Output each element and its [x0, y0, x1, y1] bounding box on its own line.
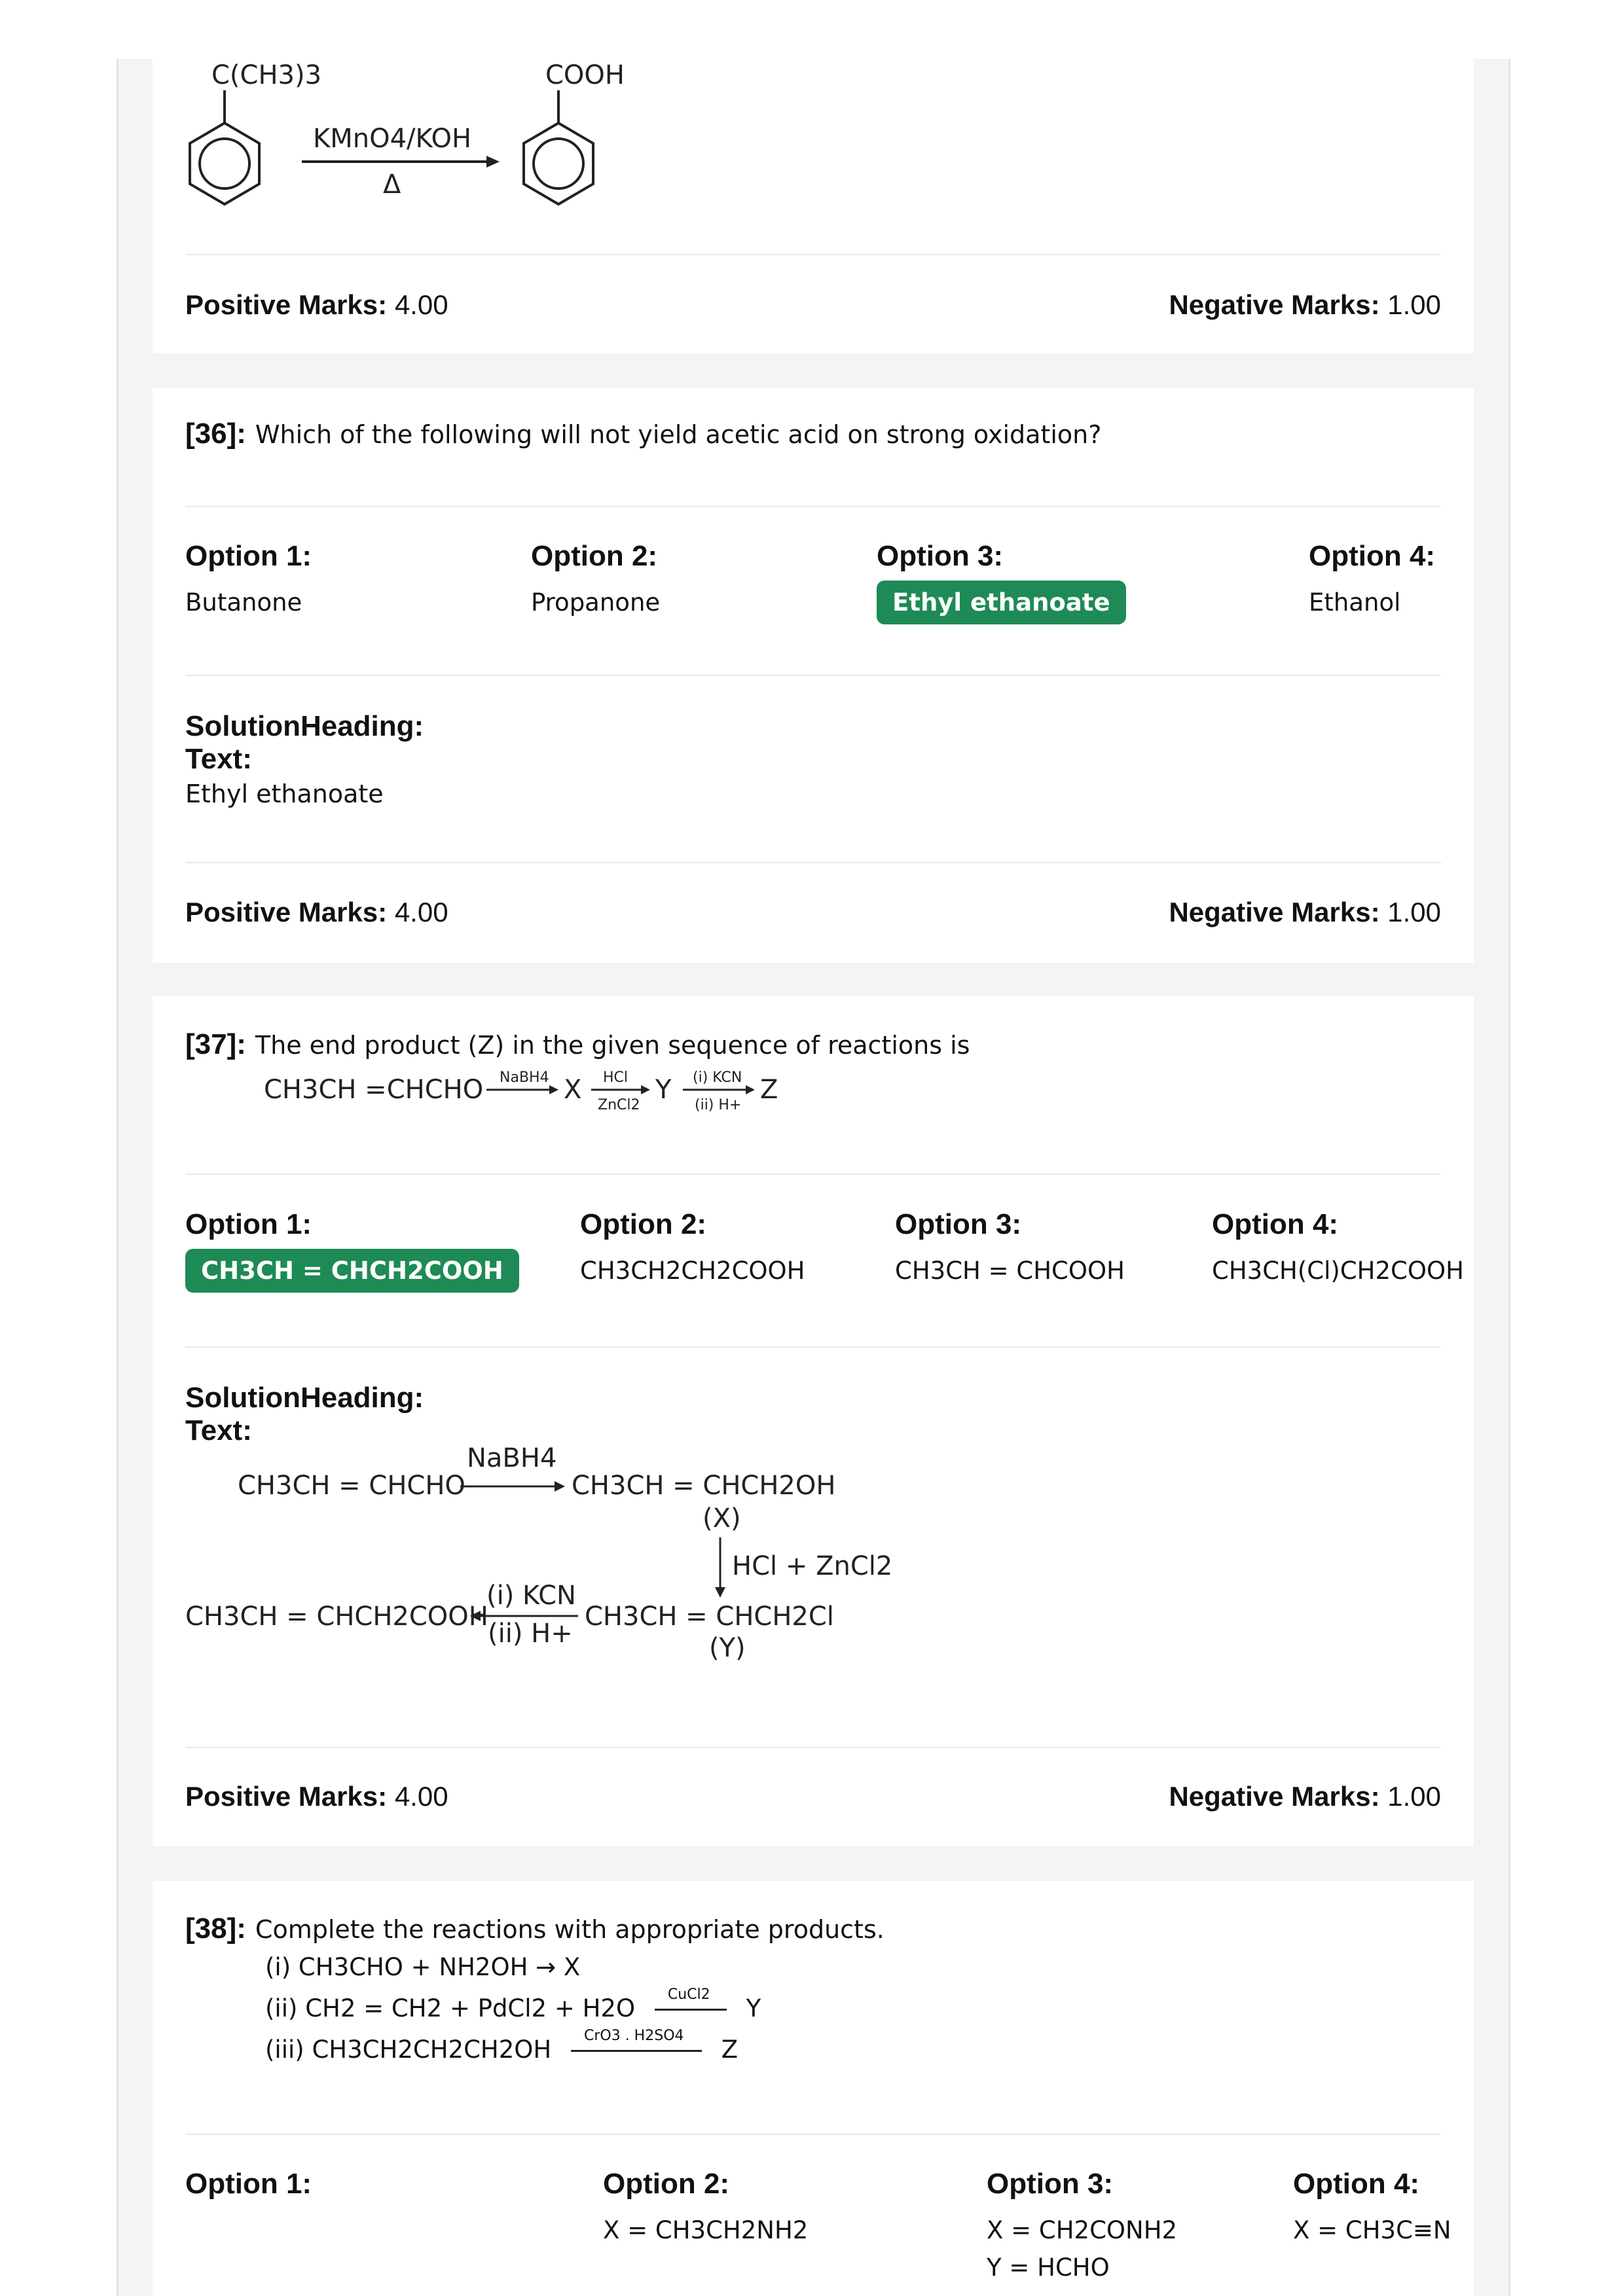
- marks-row: [185, 289, 1441, 321]
- marks-row: [185, 897, 1441, 928]
- solution-heading: SolutionHeading:: [185, 1382, 424, 1414]
- option-1[interactable]: [185, 1208, 519, 1293]
- oxidation-reaction-diagram: [153, 59, 807, 223]
- scheme-x-tag: (X): [702, 1503, 741, 1534]
- positive-marks-label: Positive Marks:: [185, 897, 388, 927]
- question-number: [37]:: [185, 1028, 246, 1060]
- negative-marks-label: Negative Marks:: [1169, 289, 1380, 320]
- reactant-group: C(CH3)3: [211, 60, 322, 90]
- question-card-37: [153, 996, 1474, 1846]
- option-label: Option 3:: [895, 1208, 1022, 1240]
- solution-text: Ethyl ethanoate: [185, 780, 384, 808]
- option-3[interactable]: [987, 2168, 1177, 2282]
- marks-row: [185, 1781, 1441, 1812]
- divider: [185, 2134, 1441, 2135]
- sequence-z: Z: [760, 1075, 778, 1105]
- reaction-arrow: [655, 2009, 727, 2011]
- reaction-lhs: (i) CH3CHO + NH2OH → X: [265, 1953, 581, 1981]
- divider: [185, 862, 1441, 863]
- option-value: Propanone: [531, 588, 661, 617]
- negative-marks-label: Negative Marks:: [1169, 1781, 1380, 1812]
- scheme-reagent-2: HCl + ZnCl2: [732, 1551, 893, 1581]
- divider: [185, 1174, 1441, 1175]
- question-row: [185, 1912, 1441, 1945]
- option-value: Ethanol: [1309, 588, 1401, 617]
- divider: [185, 1747, 1441, 1748]
- option-label: Option 3:: [877, 540, 1004, 572]
- option-label: Option 4:: [1293, 2168, 1420, 2200]
- reaction-2: [265, 1986, 1441, 2022]
- option-value: CH3CH2CH2COOH: [580, 1257, 805, 1285]
- question-text: The end product (Z) in the given sequence of reactions is: [255, 1031, 970, 1060]
- reaction-list: [265, 1953, 1441, 2064]
- option-label: Option 1:: [185, 540, 312, 572]
- reaction-3: [265, 2028, 1441, 2064]
- sequence-y: Y: [655, 1075, 672, 1105]
- option-value: CH3CH(Cl)CH2COOH: [1212, 1257, 1464, 1285]
- sequence-x: X: [564, 1075, 582, 1105]
- option-4[interactable]: [1212, 1208, 1464, 1285]
- solution-heading: SolutionHeading:: [185, 710, 424, 742]
- negative-marks-value: 1.00: [1387, 897, 1441, 927]
- option-label: Option 2:: [531, 540, 658, 572]
- positive-marks-value: 4.00: [394, 897, 448, 927]
- reaction-lhs: (iii) CH3CH2CH2CH2OH: [265, 2036, 552, 2064]
- option-value: CH3CH = CHCOOH: [895, 1257, 1125, 1285]
- divider: [185, 675, 1441, 676]
- divider: [185, 254, 1441, 255]
- scheme-reagent-3-top: (i) KCN: [486, 1581, 576, 1611]
- divider: [185, 506, 1441, 507]
- scheme-y-tag: (Y): [709, 1633, 746, 1663]
- question-text: Which of the following will not yield acetic acid on strong oxidation?: [255, 420, 1102, 449]
- sequence-reagent-3-bottom: (ii) H+: [695, 1097, 742, 1113]
- option-2[interactable]: [580, 1208, 805, 1285]
- option-3[interactable]: [877, 540, 1126, 624]
- question-text: Complete the reactions with appropriate products.: [255, 1915, 884, 1944]
- reaction-sequence: [264, 1061, 984, 1120]
- correct-answer-badge: Ethyl ethanoate: [877, 581, 1126, 624]
- negative-marks-value: 1.00: [1387, 289, 1441, 320]
- sequence-start: CH3CH =CHCHO: [264, 1075, 484, 1105]
- option-value-line: X = CH3CH2NH2: [603, 2216, 809, 2244]
- sequence-reagent-2-bottom: ZnCl2: [598, 1097, 640, 1113]
- option-value-line: Y = HCHO: [987, 2253, 1110, 2282]
- solution-text-label: Text:: [185, 743, 252, 775]
- reaction-1: [265, 1953, 1441, 1981]
- question-number: [36]:: [185, 418, 246, 450]
- sequence-reagent-2-top: HCl: [603, 1069, 629, 1086]
- option-value-line: X = CH3C≡N: [1293, 2216, 1451, 2244]
- solution-scheme: [185, 1441, 971, 1663]
- scheme-reagent-3-bottom: (ii) H+: [488, 1619, 573, 1649]
- sequence-reagent-1: NaBH4: [500, 1069, 549, 1086]
- product-benzene: [524, 90, 593, 204]
- reactant-benzene: [190, 90, 259, 204]
- question-number: [38]:: [185, 1912, 246, 1945]
- option-2[interactable]: [531, 540, 660, 617]
- positive-marks-label: Positive Marks:: [185, 289, 388, 320]
- question-row: [185, 1028, 1441, 1061]
- option-label: Option 1:: [185, 1208, 312, 1240]
- scheme-product: CH3CH = CHCH2COOH: [185, 1602, 488, 1632]
- question-card-38: [153, 1881, 1474, 2296]
- reaction-product: Z: [721, 2036, 739, 2064]
- option-label: Option 3:: [987, 2168, 1114, 2200]
- option-2[interactable]: [603, 2168, 808, 2244]
- option-value: Butanone: [185, 588, 302, 617]
- reaction-reagent: CuCl2: [667, 1986, 710, 2003]
- positive-marks-label: Positive Marks:: [185, 1781, 388, 1812]
- reaction-lhs: (ii) CH2 = CH2 + PdCl2 + H2O: [265, 1994, 636, 2022]
- question-card-36: [153, 388, 1474, 963]
- condition-label: Δ: [383, 170, 401, 200]
- option-label: Option 1:: [185, 2168, 312, 2200]
- positive-marks-value: 4.00: [394, 1781, 448, 1812]
- solution-block: [185, 1382, 1441, 1447]
- scheme-y-formula: CH3CH = CHCH2Cl: [585, 1602, 834, 1632]
- solution-text-label: Text:: [185, 1414, 252, 1446]
- negative-marks-value: 1.00: [1387, 1781, 1441, 1812]
- correct-answer-badge: CH3CH = CHCH2COOH: [185, 1249, 519, 1293]
- scheme-reagent-1: NaBH4: [467, 1443, 557, 1473]
- reaction-product: Y: [746, 1994, 761, 2022]
- reagent-label: KMnO4/KOH: [313, 124, 472, 154]
- option-label: Option 4:: [1212, 1208, 1339, 1240]
- divider: [185, 1346, 1441, 1348]
- option-label: Option 2:: [603, 2168, 730, 2200]
- question-card-35: [153, 59, 1474, 353]
- option-1[interactable]: [185, 2168, 312, 2216]
- solution-block: [185, 710, 1441, 808]
- option-label: Option 2:: [580, 1208, 707, 1240]
- question-row: [185, 418, 1441, 450]
- reaction-arrow: [571, 2050, 702, 2052]
- sequence-reagent-3-top: (i) KCN: [693, 1069, 742, 1086]
- option-4[interactable]: [1293, 2168, 1451, 2244]
- reaction-reagent: CrO3 . H2SO4: [583, 2028, 684, 2044]
- option-label: Option 4:: [1309, 540, 1436, 572]
- scheme-start: CH3CH = CHCHO: [238, 1471, 465, 1501]
- product-group: COOH: [545, 60, 625, 90]
- positive-marks-value: 4.00: [394, 289, 448, 320]
- negative-marks-label: Negative Marks:: [1169, 897, 1380, 927]
- option-4[interactable]: [1309, 540, 1435, 617]
- scheme-x-formula: CH3CH = CHCH2OH: [572, 1471, 836, 1501]
- option-value-line: X = CH2CONH2: [987, 2216, 1178, 2244]
- option-3[interactable]: [895, 1208, 1125, 1285]
- option-1[interactable]: [185, 540, 312, 617]
